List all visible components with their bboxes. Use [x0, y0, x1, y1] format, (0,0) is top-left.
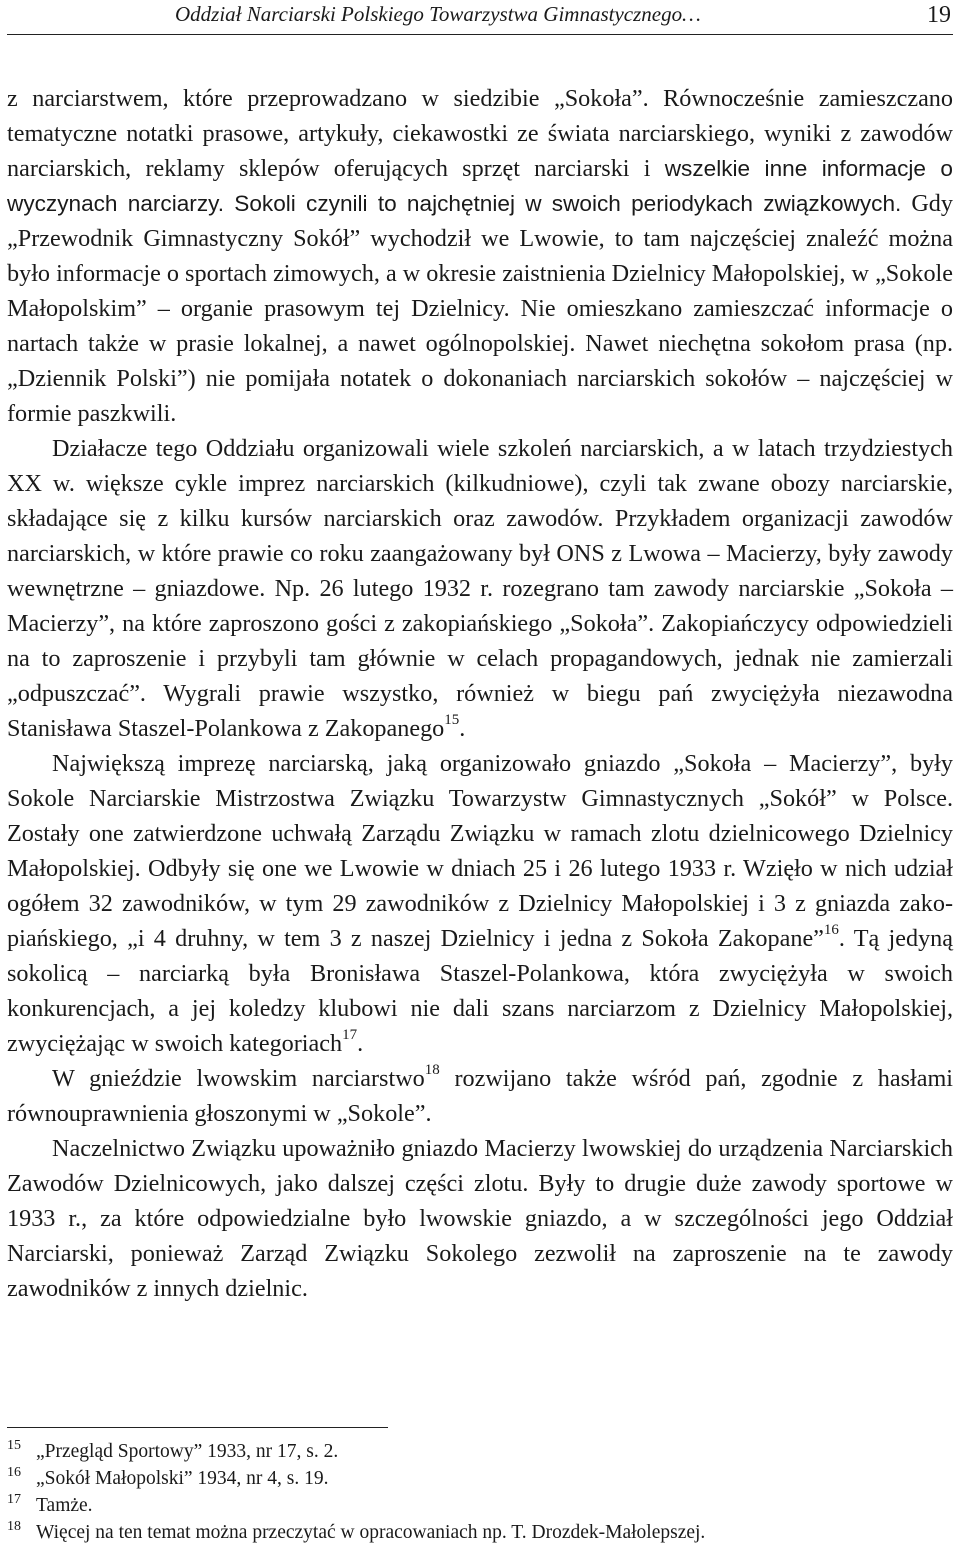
footnotes — [7, 1438, 953, 1546]
paragraph-1-text-sans: wszelkie inne informacje o wyczynach narciarzy. Sokoli czynili to najchętniej w swoich periodykach związkowych. — [7, 156, 953, 216]
footnote-item — [7, 1465, 953, 1492]
paragraph-3-text-b: . Tą jedyną sokolicą – narciarką była Bronisława Staszel-Polankowa, która zwyciężyła w swoich konkurencjach, a jej koledzy klubowi nie dali szans narciarzom z Dzielnicy Małopolskiej, zwyciężając w swoich kategoriach — [7, 925, 953, 1057]
paragraph-1 — [7, 81, 953, 431]
paragraph-2-text: Działacze tego Oddziału organizowali wiele szkoleń narciarskich, a w latach trzydziestych XX w. większe cykle imprez narciarskich (kilkudniowe), czyli tak zwane obozy narciarskie, składające się z kilku kursów narciarskich oraz zawodów. Przykładem organizacji zawodów narciarskich, w które prawie co roku zaangażowany był ONS z Lwowa – Macierzy, były zawody wewnętrzne – gniazdowe. Np. 26 lutego 1932 r. rozegrano tam zawody narciarskie „Sokoła – Macierzy”, na które zaproszono gości z zakopiańskiego „Sokoła”. Zakopiańczycy odpowiedzieli na to zaproszenie i przybyli tam głównie w celach propagandowych, jednak nie zamierzali „odpuszczać”. Wygrali prawie wszystko, również w biegu pań zwyciężyła niezawodna Stanisława Staszel-Polankowa z Zakopanego — [7, 435, 953, 742]
paragraph-3-text-a: Największą imprezę narciarską, jaką organizowało gniazdo „Sokoła – Macierzy”, były Sokole Narciarskie Mistrzostwa Związku Towarzystw Gimnastycznych „Sokół” w Polsce. Zostały one zatwierdzone uchwałą Zarządu Związku w ramach zlotu dzielnicowego Dzielnicy Małopolskiej. Odbyły się one we Lwowie w dniach 25 i 26 lutego 1933 r. Wzięło w nich udział ogółem 32 zawodników, w tym 29 zawodników z Dzielnicy Małopolskiej i 3 z gniazda zakopiańskiego, „i 4 druhny, w tem 3 z naszej Dzielnicy i jedna z Sokoła Zakopane” — [7, 750, 953, 952]
paragraph-5 — [7, 1131, 953, 1306]
footnote-ref-16[interactable]: 16 — [823, 921, 839, 938]
page-number: 19 — [927, 2, 951, 28]
footnote-item — [7, 1438, 953, 1465]
footnote-text: „Sokół Małopolski” 1934, nr 4, s. 19. — [36, 1468, 329, 1489]
footnote-item — [7, 1492, 953, 1519]
footnote-number: 18 — [7, 1519, 21, 1534]
running-header — [7, 0, 953, 35]
paragraph-1-text-a: z narciarstwem, które przeprowadzano w siedzibie „Sokoła”. Równocześnie zamieszczano tematyczne notatki prasowe, artykuły, ciekawostki ze świata narciarskiego, wyniki z zawodów narciarskich, reklamy sklepów oferujących sprzęt narciarski i — [7, 85, 953, 182]
paragraph-3 — [7, 746, 953, 1061]
paragraph-2 — [7, 431, 953, 746]
footnote-ref-18[interactable]: 18 — [424, 1061, 440, 1078]
paragraph-4-text-b: rozwijano także wśród pań, zgodnie z hasłami równouprawnienia głoszonymi w „Sokole”. — [7, 1065, 953, 1127]
footnote-number: 16 — [7, 1465, 21, 1480]
footnote-number: 15 — [7, 1438, 21, 1453]
footnote-text: „Przegląd Sportowy” 1933, nr 17, s. 2. — [36, 1441, 339, 1462]
footnote-number: 17 — [7, 1492, 21, 1507]
footnote-separator — [7, 1427, 388, 1428]
header-title: Oddział Narciarski Polskiego Towarzystwa Gimnastycznego… — [175, 2, 701, 26]
paragraph-4 — [7, 1061, 953, 1131]
footnote-ref-15[interactable]: 15 — [444, 711, 460, 728]
footnote-ref-17[interactable]: 17 — [342, 1026, 358, 1043]
paragraph-5-text: Naczelnictwo Związku upoważniło gniazdo Macierzy lwowskiej do urządzenia Narciarskich Zawodów Dzielnicowych, jako dalszej części zlotu. Były to drugie duże zawody sportowe w 1933 r., za które odpowiedzialne było lwowskie gniazdo, a w szczególności jego Oddział Narciarski, ponieważ Zarząd Związku Sokolego zezwolił na zaproszenie na te zawody zawodników z innych dzielnic. — [7, 1135, 953, 1302]
body-text — [7, 81, 953, 1306]
paragraph-2-end: . — [459, 715, 466, 742]
paragraph-3-end: . — [357, 1030, 364, 1057]
footnote-text: Więcej na ten temat można przeczytać w opracowaniach np. T. Drozdek-Małolepszej. — [36, 1522, 706, 1543]
footnote-item — [7, 1519, 953, 1546]
footnote-text: Tamże. — [36, 1495, 93, 1516]
paragraph-4-text-a: W gnieździe lwowskim narciarstwo — [52, 1065, 425, 1092]
paragraph-1-text-b: Gdy „Przewodnik Gimnastyczny Sokół” wychodził we Lwowie, to tam najczęściej znaleźć można było informacje o sportach zimowych, a w okresie zaistnienia Dzielnicy Małopolskiej, w „Sokole Małopolskim” – organie prasowym tej Dzielnicy. Nie omieszkano zamieszczać informacje o nartach także w prasie lokalnej, a nawet ogólnopolskiej. Nawet niechętna sokołom prasa (np. „Dziennik Polski”) nie pomijała notatek o dokonaniach narciarskich sokołów – najczęściej w formie paszkwili. — [7, 190, 953, 427]
